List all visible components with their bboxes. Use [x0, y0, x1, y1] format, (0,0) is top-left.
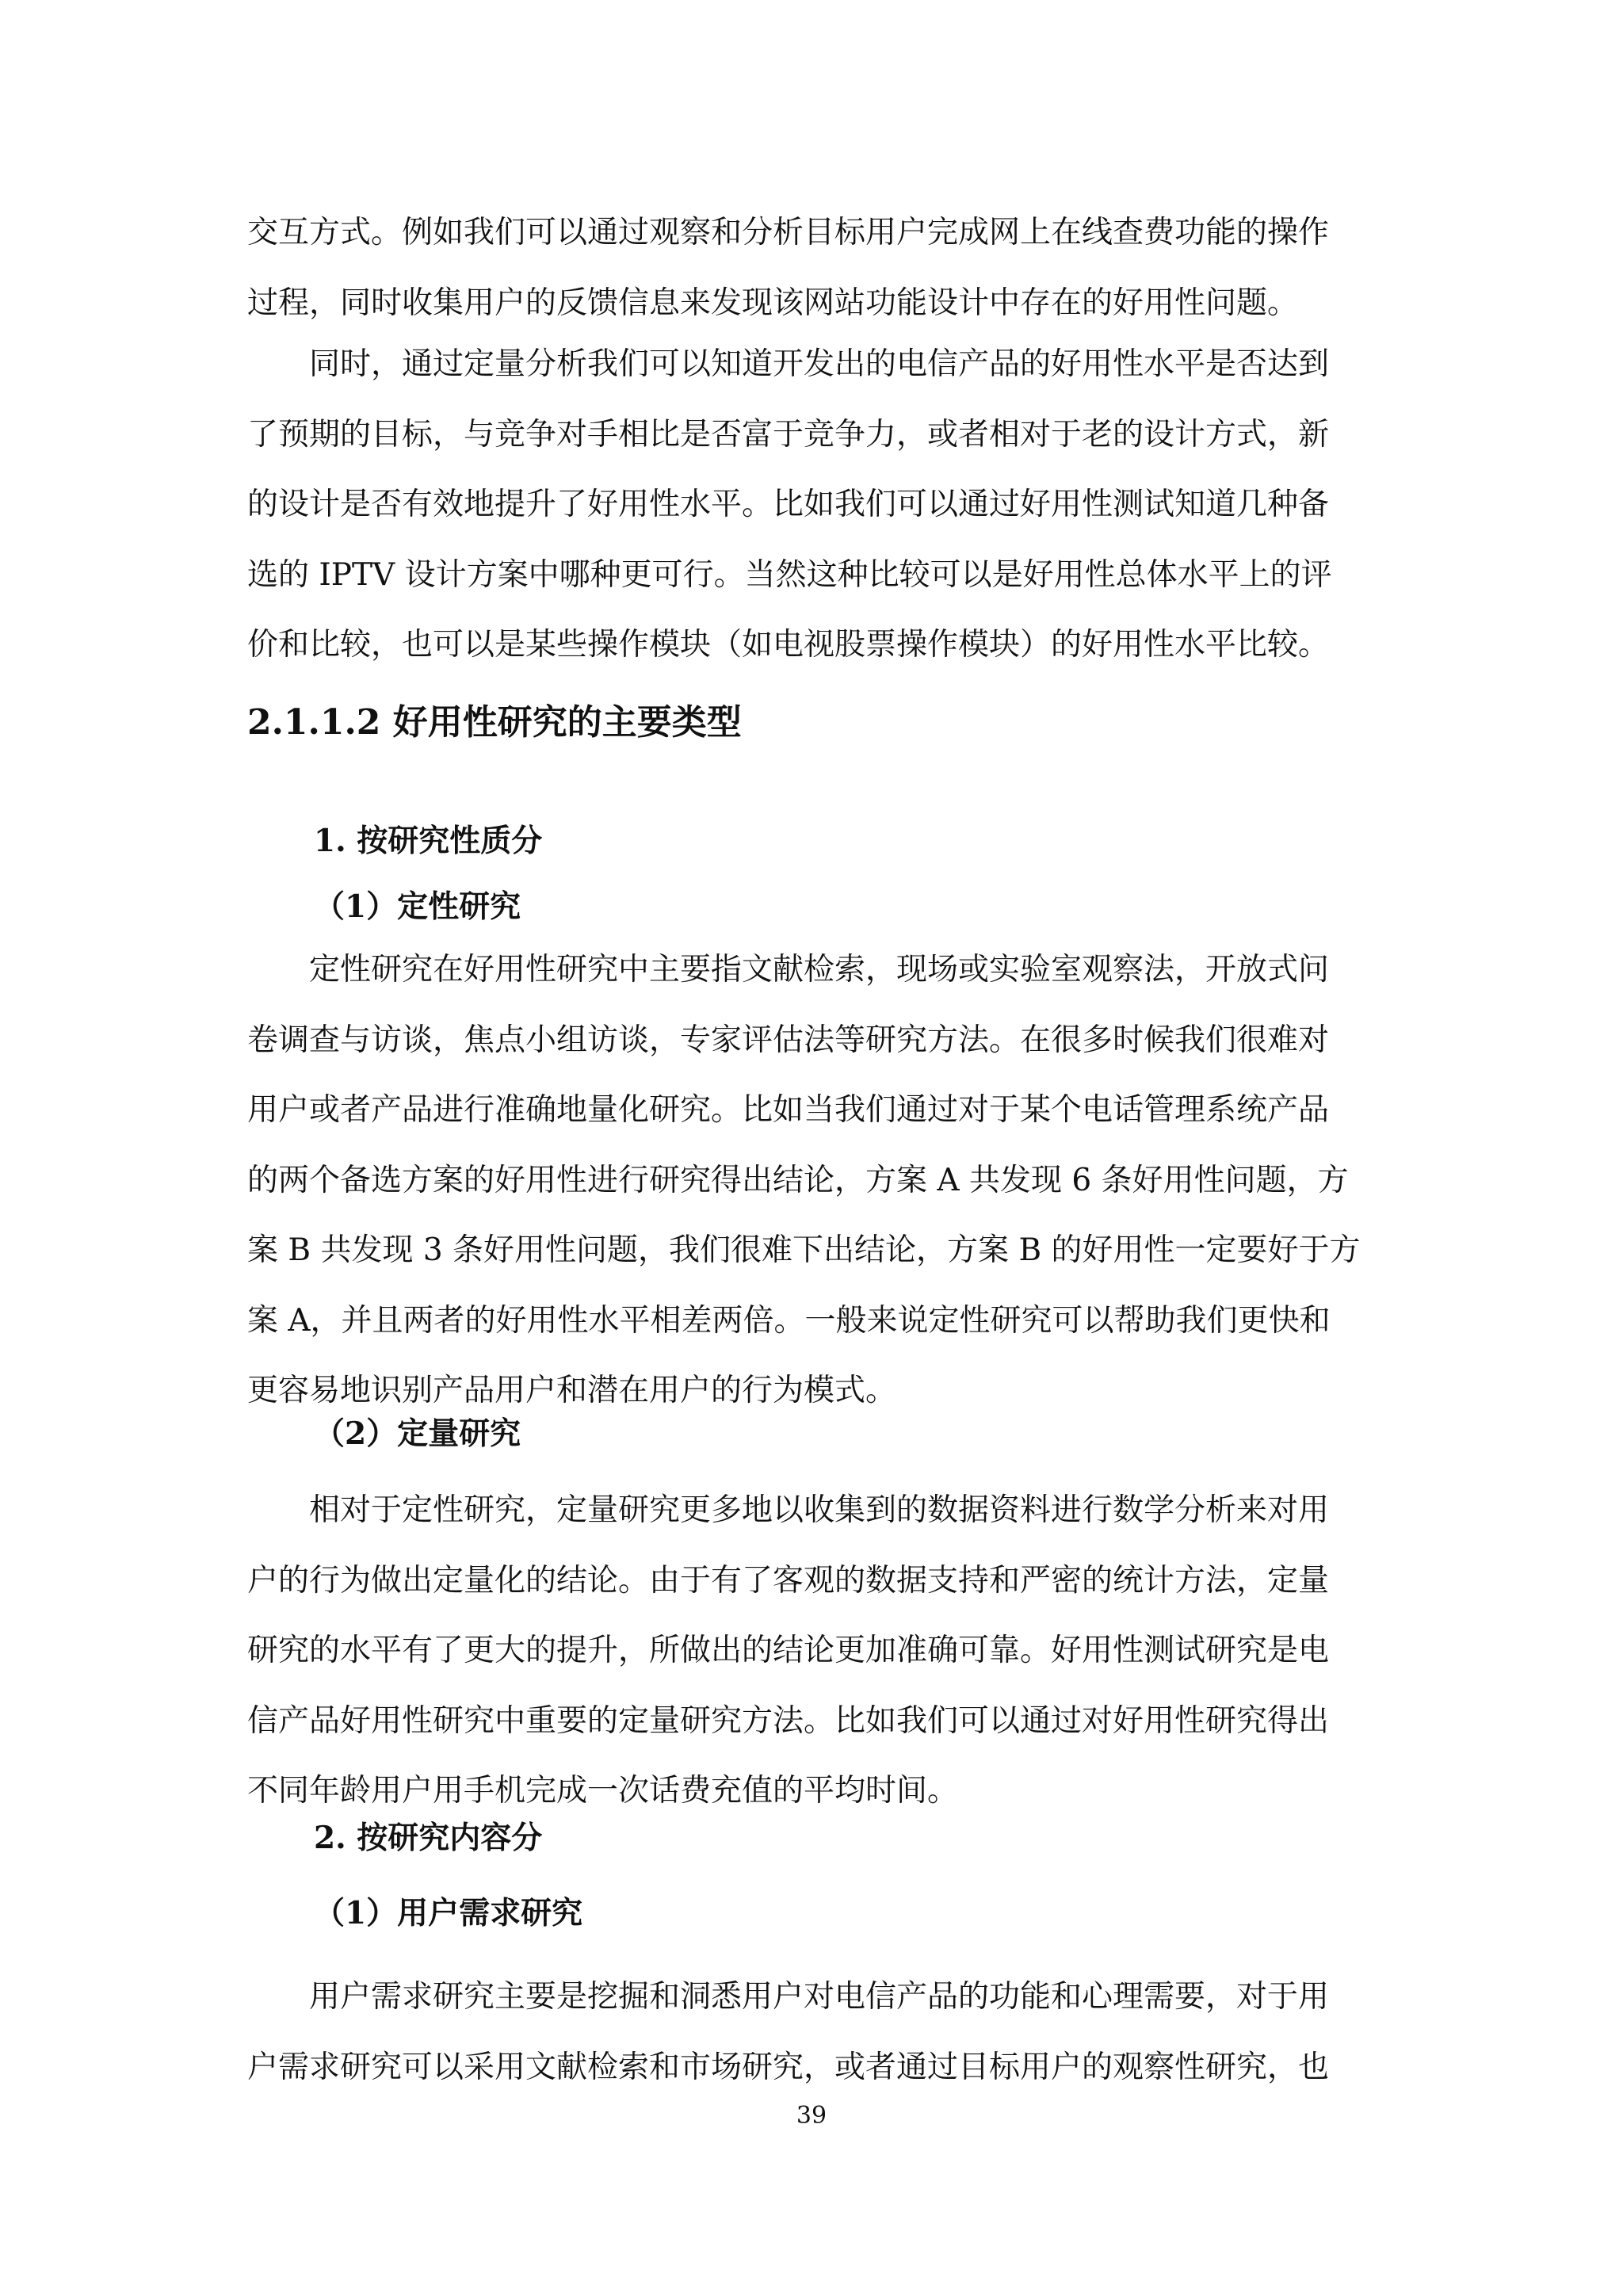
heading-qualitative: （1）定性研究 — [314, 888, 521, 925]
text-line: 不同年龄用户用手机完成一次话费充值的平均时间。 — [247, 1773, 959, 1809]
heading-quantitative: （2）定量研究 — [314, 1415, 521, 1452]
text-line: 卷调查与访谈，焦点小组访谈，专家评估法等研究方法。在很多时候我们很难对 — [247, 1022, 1330, 1058]
text-line: 过程，同时收集用户的反馈信息来发现该网站功能设计中存在的好用性问题。 — [247, 285, 1299, 321]
text-line: 价和比较，也可以是某些操作模块（如电视股票操作模块）的好用性水平比较。 — [247, 627, 1330, 663]
paragraph-quantitative-analysis — [247, 330, 1388, 681]
text-line: 同时，通过定量分析我们可以知道开发出的电信产品的好用性水平是否达到 — [247, 346, 1330, 382]
text-line: 更容易地识别产品用户和潜在用户的行为模式。 — [247, 1373, 897, 1408]
text-line: 交互方式。例如我们可以通过观察和分析目标用户完成网上在线查费功能的操作 — [247, 215, 1330, 250]
heading-by-nature: 1. 按研究性质分 — [314, 823, 543, 859]
text-line: 选的 IPTV 设计方案中哪种更可行。当然这种比较可以是好用性总体水平上的评 — [247, 556, 1332, 593]
paragraph-interaction — [247, 198, 1388, 338]
text-line: 相对于定性研究，定量研究更多地以收集到的数据资料进行数学分析来对用 — [247, 1492, 1330, 1528]
text-line: 用户或者产品进行准确地量化研究。比如当我们通过对于某个电话管理系统产品 — [247, 1092, 1330, 1128]
text-line: 户需求研究可以采用文献检索和市场研究，或者通过目标用户的观察性研究，也 — [247, 2049, 1330, 2085]
paragraph-qualitative — [247, 935, 1388, 1427]
text-line: 定性研究在好用性研究中主要指文献检索，现场或实验室观察法，开放式问 — [247, 952, 1330, 988]
section-heading: 2.1.1.2 好用性研究的主要类型 — [247, 702, 742, 743]
text-line: 用户需求研究主要是挖掘和洞悉用户对电信产品的功能和心理需要，对于用 — [247, 1979, 1330, 2015]
text-line: 的设计是否有效地提升了好用性水平。比如我们可以通过好用性测试知道几种备 — [247, 487, 1330, 522]
page-number: 39 — [796, 2102, 827, 2130]
paragraph-quantitative — [247, 1476, 1388, 1827]
text-line: 的两个备选方案的好用性进行研究得出结论，方案 A 共发现 6 条好用性问题，方 — [247, 1162, 1349, 1198]
text-line: 案 A，并且两者的好用性水平相差两倍。一般来说定性研究可以帮助我们更快和 — [247, 1302, 1331, 1339]
heading-by-content: 2. 按研究内容分 — [314, 1820, 543, 1856]
text-line: 信产品好用性研究中重要的定量研究方法。比如我们可以通过对好用性研究得出 — [247, 1702, 1330, 1739]
text-line: 研究的水平有了更大的提升，所做出的结论更加准确可靠。好用性测试研究是电 — [247, 1633, 1330, 1668]
text-line: 了预期的目标，与竞争对手相比是否富于竞争力，或者相对于老的设计方式，新 — [247, 416, 1330, 453]
heading-user-needs: （1）用户需求研究 — [314, 1895, 583, 1931]
text-line: 户的行为做出定量化的结论。由于有了客观的数据支持和严密的统计方法，定量 — [247, 1562, 1330, 1599]
paragraph-user-needs — [247, 1962, 1388, 2103]
text-line: 案 B 共发现 3 条好用性问题，我们很难下出结论，方案 B 的好用性一定要好于方 — [247, 1232, 1361, 1268]
